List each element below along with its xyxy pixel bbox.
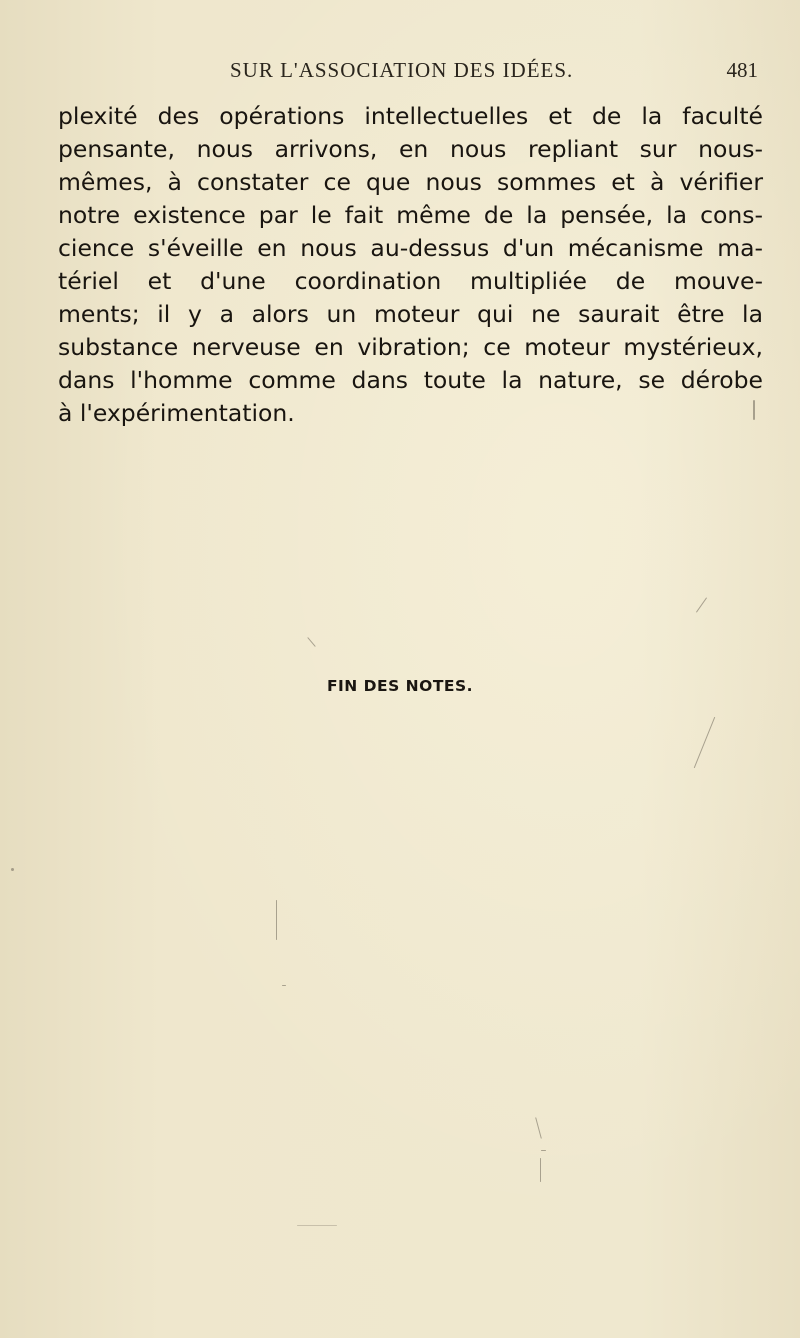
text-line: tériel et d'une coordination multipliée de mouve- [58,267,763,295]
end-of-notes-label: FIN DES NOTES. [326,677,474,695]
text-line: ments; il y a alors un moteur qui ne saurait être la [58,300,763,328]
text-line: pensante, nous arrivons, en nous repliant sur nous- [58,135,763,163]
body-paragraph [58,100,763,430]
page-number: 481 [726,58,758,82]
text-line: cience s'éveille en nous au-dessus d'un mécanisme ma- [58,234,763,262]
text-line: mêmes, à constater ce que nous sommes et à vérifier [58,168,763,196]
text-line: à l'expérimentation. [58,399,295,427]
text-line: notre existence par le fait même de la pensée, la cons- [58,201,763,229]
running-title: SUR L'ASSOCIATION DES IDÉES. [230,58,574,82]
text-line: substance nerveuse en vibration; ce moteur mystérieux, [58,333,763,361]
text-line: dans l'homme comme dans toute la nature, se dérobe [58,366,763,394]
running-head [60,58,760,88]
text-line: plexité des opérations intellectuelles et de la faculté [58,102,763,130]
